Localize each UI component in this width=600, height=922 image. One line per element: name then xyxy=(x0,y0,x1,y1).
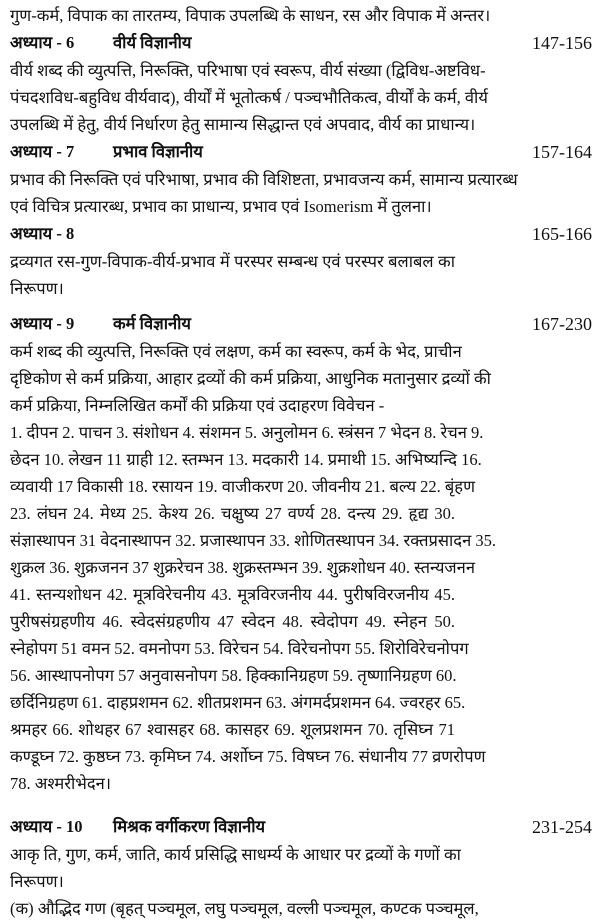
text-line: स्नेहोपग 51 वमन 52. वमनोपग 53. विरेचन 54. विरेचनोपग 55. शिरोविरेचनोपग xyxy=(10,639,469,658)
chapter-number: अध्याय - 10 xyxy=(10,817,83,836)
text-line: 41. स्तन्यशोधन 42. मूत्रविरेचनीय 43. मूत्रविरजनीय 44. पुरीषविरजनीय 45. xyxy=(10,585,455,604)
text-line: वीर्य शब्द की व्युत्पत्ति, निरूक्ति, परिभाषा एवं स्वरूप, वीर्य संख्या (द्विविध-अष्टविध- xyxy=(10,61,486,80)
chapter-number: अध्याय - 7 xyxy=(10,142,75,161)
text-line: पुरीषसंग्रहणीय 46. स्वेदसंग्रहणीय 47 स्वेदन 48. स्वेदोपग 49. स्नेहन 50. xyxy=(10,612,455,631)
chapter-number: अध्याय - 9 xyxy=(10,314,75,333)
text-line: 23. लंघन 24. मेध्य 25. केश्य 26. चक्षुष्य 27 वर्ण्य 28. दन्त्य 29. हृद्य 30. xyxy=(10,504,455,523)
text-line: एवं विचित्र प्रत्यारब्ध, प्रभाव का प्राधान्य, प्रभाव एवं Isomerism में तुलना। xyxy=(10,197,432,216)
chapter-heading xyxy=(10,138,592,166)
text-line: निरूपण। xyxy=(10,279,64,298)
chapter-heading xyxy=(10,813,592,841)
text-line: आकृ ति, गुण, कर्म, जाति, कार्य प्रसिद्धि साधर्म्य के आधार पर द्रव्यों के गणों का xyxy=(10,845,461,864)
text-line: 78. अश्मरीभेदन। xyxy=(10,774,112,793)
text-line: 56. आस्थापनोपग 57 अनुवासनोपग 58. हिक्कानिग्रहण 59. तृष्णानिग्रहण 60. xyxy=(10,666,457,685)
text-line: (क) औद्भिद गण (बृहत् पञ्चमूल, लघु पञ्चमूल, वल्ली पञ्चमूल, कण्टक पञ्चमूल, xyxy=(10,899,479,918)
text-line: कण्डूघ्न 72. कुष्ठघ्न 73. कृमिघ्न 74. अर्शोघ्न 75. विषघ्न 76. संधानीय 77 व्रणरोपण xyxy=(10,747,486,766)
text-line: छेदन 10. लेखन 11 ग्राही 12. स्तम्भन 13. मदकारी 14. प्रमाथी 15. अभिष्यन्दि 16. xyxy=(10,450,482,469)
text-line: कर्म शब्द की व्युत्पत्ति, निरूक्ति एवं लक्षण, कर्म का स्वरूप, कर्म के भेद, प्राचीन xyxy=(10,342,462,361)
text-line: प्रभाव की निरूक्ति एवं परिभाषा, प्रभाव की विशिष्टता, प्रभावजन्य कर्म, सामान्य प्रत्यारब्ध xyxy=(10,170,518,189)
chapter-page-range: 231-254 xyxy=(532,817,592,837)
chapter-number: अध्याय - 8 xyxy=(10,224,75,243)
chapter-title: वीर्य विज्ञानीय xyxy=(113,33,192,52)
chapter-page-range: 157-164 xyxy=(532,142,592,162)
text-line: व्यवायी 17 विकासी 18. रसायन 19. वाजीकरण 20. जीवनीय 21. बल्य 22. बृंहण xyxy=(10,477,476,496)
syllabus-page xyxy=(10,2,592,922)
text-line: द्रव्यगत रस-गुण-विपाक-वीर्य-प्रभाव में परस्पर सम्बन्ध एवं परस्पर बलाबल का xyxy=(10,252,455,271)
chapter-page-range: 165-166 xyxy=(532,224,592,244)
chapter-page-range: 147-156 xyxy=(532,33,592,53)
text-line: श्रमहर 66. शोथहर 67 श्वासहर 68. कासहर 69. शूलप्रशमन 70. तृसिघ्न 71 xyxy=(10,720,455,739)
text-line: शुक्रल 36. शुक्रजनन 37 शुक्ररेचन 38. शुक्रस्तम्भन 39. शुक्रशोधन 40. स्तन्यजनन xyxy=(10,558,475,577)
text-line: दृष्टिकोण से कर्म प्रक्रिया, आहार द्रव्यों की कर्म प्रक्रिया, आधुनिक मतानुसार द्रव्यों की xyxy=(10,369,491,388)
chapter-page-range: 167-230 xyxy=(532,314,592,334)
chapter-number: अध्याय - 6 xyxy=(10,33,75,52)
text-line: संज्ञास्थापन 31 वेदनास्थापन 32. प्रजास्थापन 33. शोणितस्थापन 34. रक्तप्रसादन 35. xyxy=(10,531,496,550)
chapter-heading xyxy=(10,220,592,248)
chapter-heading xyxy=(10,29,592,57)
chapter-title: प्रभाव विज्ञानीय xyxy=(113,142,203,161)
text-line: कर्म प्रक्रिया, निम्नलिखित कर्मों की प्रक्रिया एवं उदाहरण विवेचन - xyxy=(10,396,385,415)
text-line: निरूपण। xyxy=(10,872,64,891)
text-line: गुण-कर्म, विपाक का तारतम्य, विपाक उपलब्धि के साधन, रस और विपाक में अन्तर। xyxy=(10,6,491,25)
text-line: छर्दिनिग्रहण 61. दाहप्रशमन 62. शीतप्रशमन 63. अंगमर्दप्रशमन 64. ज्वरहर 65. xyxy=(10,693,466,712)
chapter-title: कर्म विज्ञानीय xyxy=(113,314,191,333)
chapter-heading xyxy=(10,310,592,338)
text-line: पंचदशविध-बहुविध वीर्यवाद), वीर्यों में भूतोत्कर्ष / पञ्चभौतिकत्व, वीर्यों के कर्म, वीर्य xyxy=(10,88,488,107)
text-line: 1. दीपन 2. पाचन 3. संशोधन 4. संशमन 5. अनुलोमन 6. स्त्रंसन 7 भेदन 8. रेचन 9. xyxy=(10,423,484,442)
chapter-title: मिश्रक वर्गीकरण विज्ञानीय xyxy=(113,817,266,836)
text-line: उपलब्धि में हेतु, वीर्य निर्धारण हेतु सामान्य सिद्धान्त एवं अपवाद, वीर्य का प्राधान्य। xyxy=(10,115,476,134)
